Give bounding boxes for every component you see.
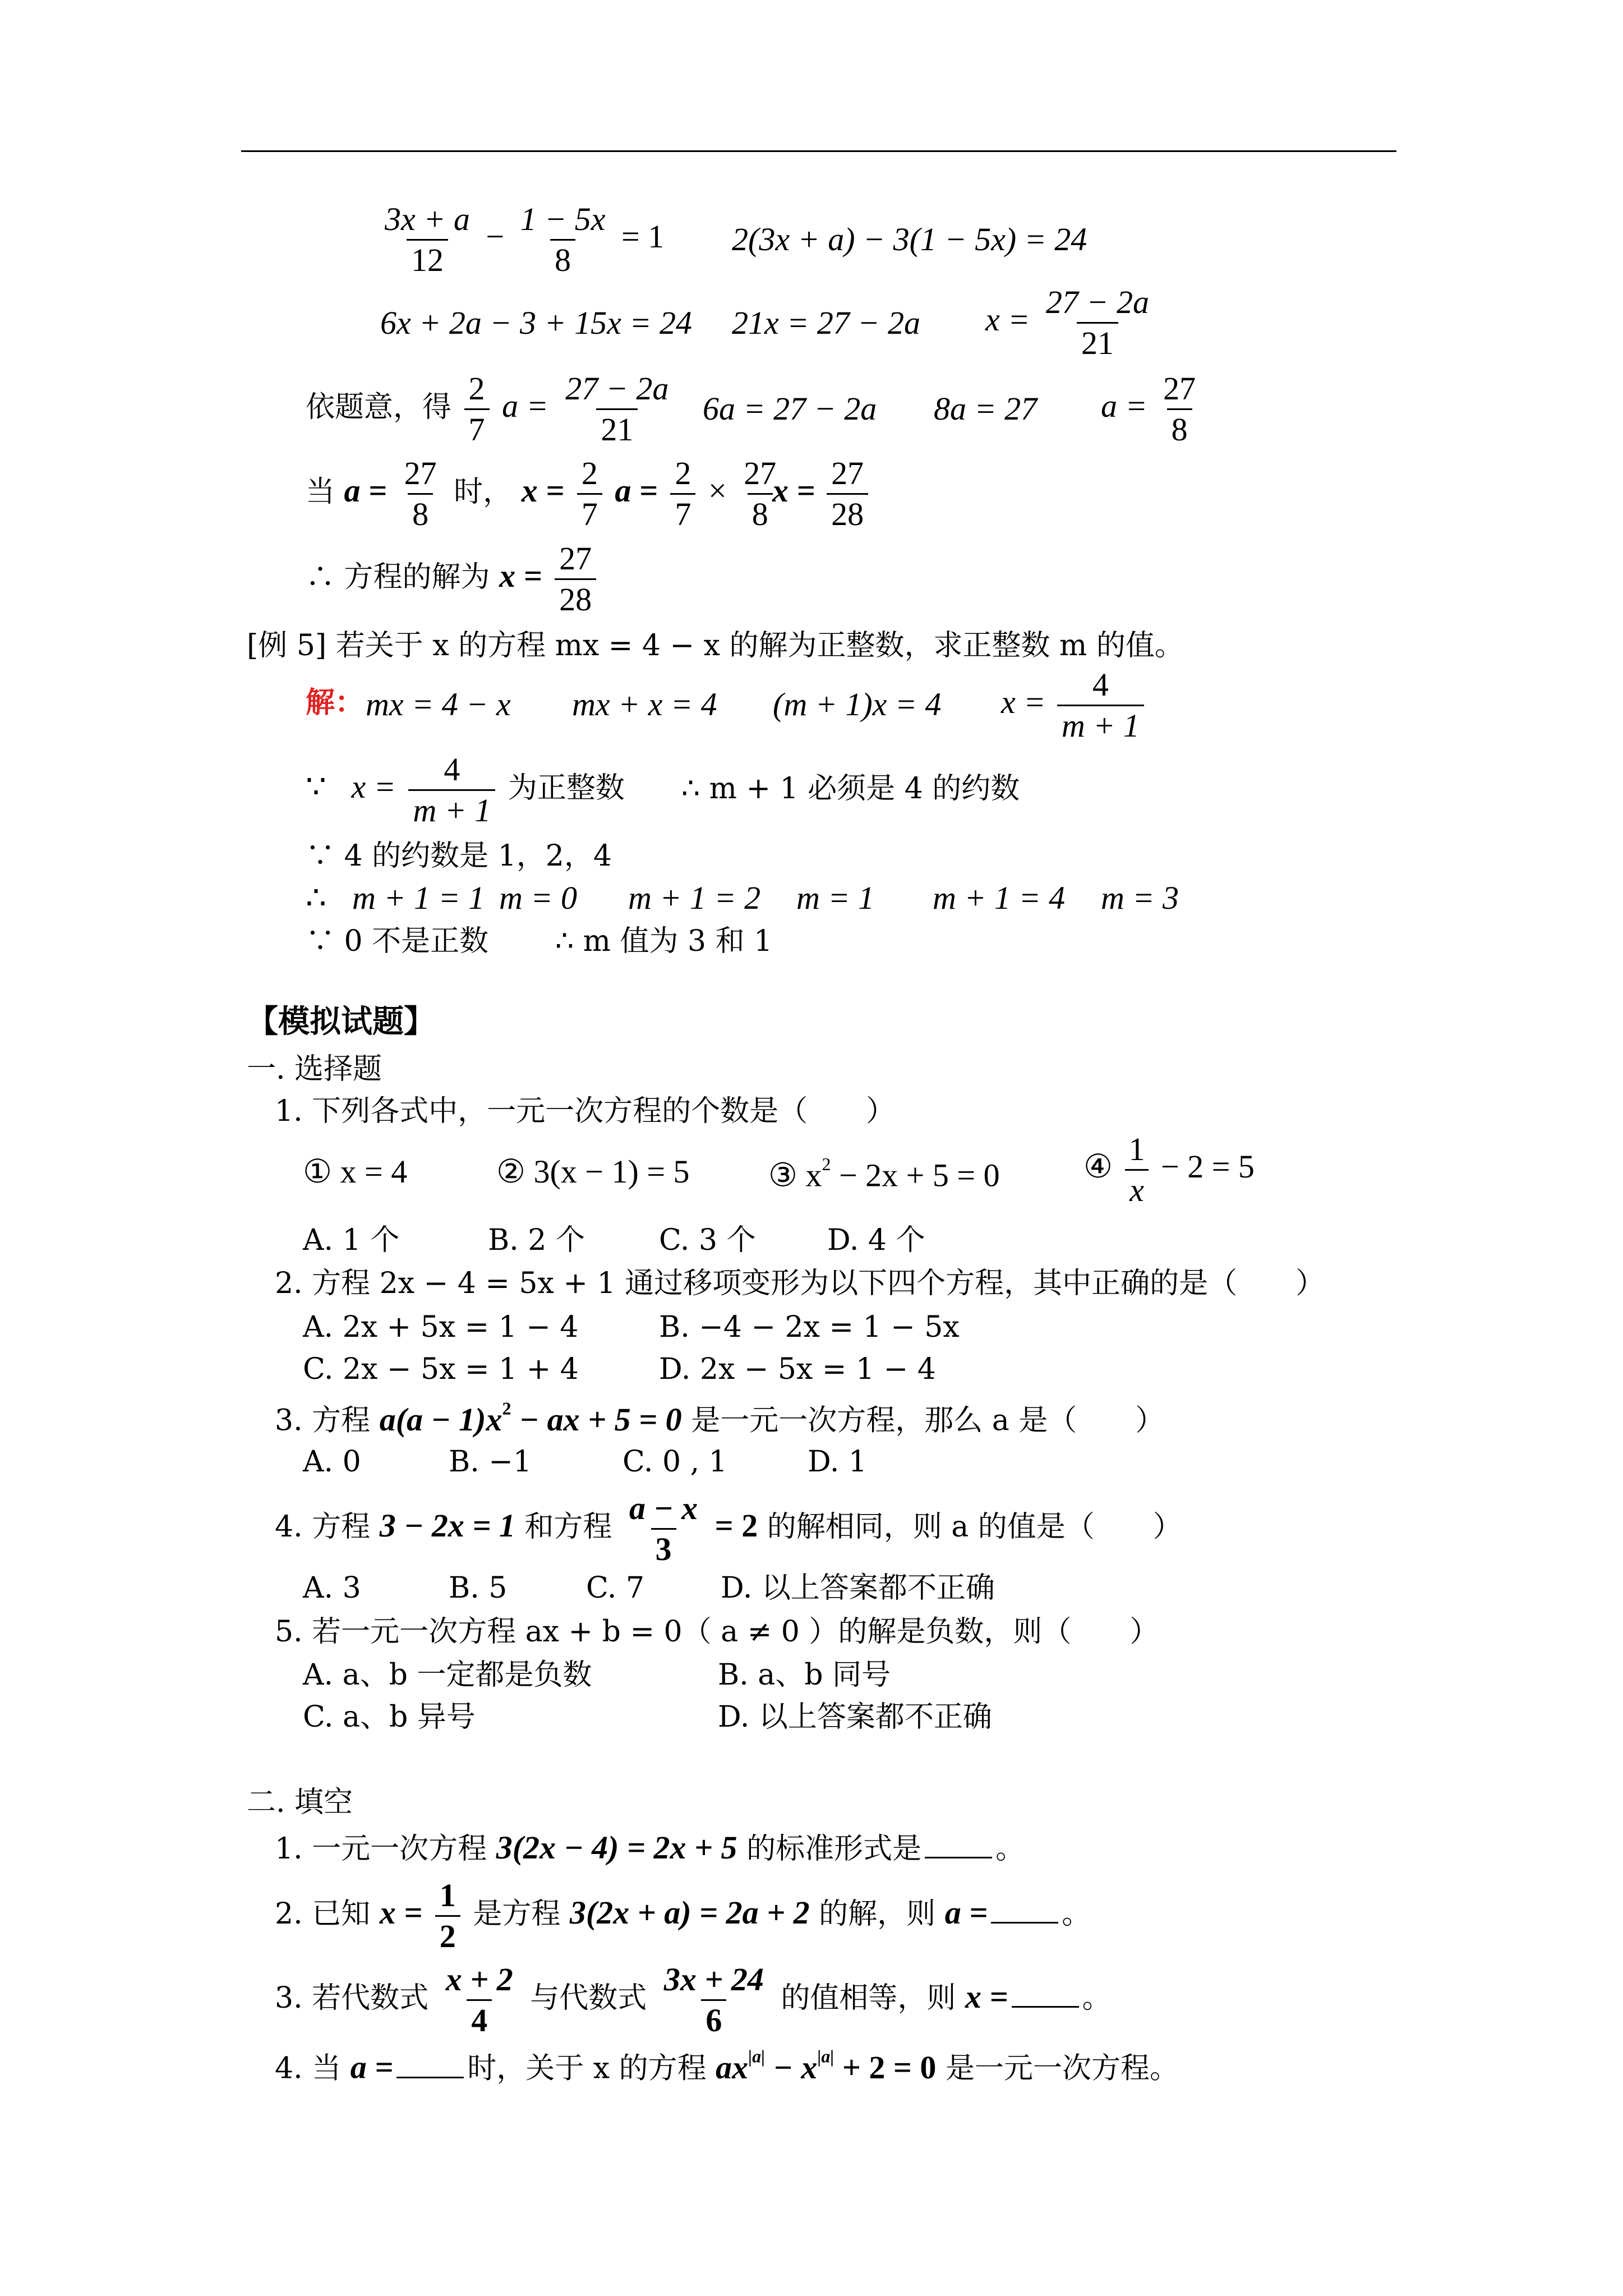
q1-option-3 [768, 1156, 1000, 1192]
body-text: 是一元一次方程，那么 a 是（ ） [691, 1404, 1165, 1438]
q2-answer-d: D. 2x − 5x = 1 − 4 [659, 1352, 936, 1386]
numerator: 27 [831, 455, 864, 491]
body-text: 3. 方程 [275, 1404, 371, 1438]
body-text: 是方程 [473, 1897, 561, 1931]
exponent: |a| [748, 2046, 766, 2066]
body-text: 的解，则 [819, 1897, 936, 1931]
math-text: a = [615, 472, 658, 509]
q4-answer-d: D. 以上答案都不正确 [721, 1571, 995, 1605]
denominator: m + 1 [1057, 705, 1144, 742]
math-text: + 2 = 0 [834, 2049, 937, 2086]
body-text: 为正整数 [508, 771, 625, 805]
numerator: 2 [468, 370, 485, 407]
body-text: ∴ 方程的解为 [306, 560, 490, 594]
math-text: ax [716, 2049, 749, 2086]
math-text: x = [1001, 683, 1046, 720]
sol4-line4 [306, 457, 784, 531]
numerator: a − x [629, 1490, 698, 1526]
fraction [516, 203, 610, 277]
body-text: 依题意，得 [306, 390, 452, 424]
ex5-line4-eq2: m = 0 [499, 880, 578, 916]
fraction [441, 1963, 518, 2037]
denominator: 8 [550, 239, 575, 277]
sol4-line1-eq: 2(3x + a) − 3(1 − 5x) = 24 [732, 221, 1087, 257]
q4-text [275, 1492, 1182, 1566]
fraction [827, 457, 868, 531]
exponent: 2 [502, 1398, 511, 1418]
sol4-line5 [306, 542, 600, 616]
sol4-line3-eq4 [1101, 372, 1204, 446]
math-text: x = [965, 1978, 1008, 2015]
q2-answer-a: A. 2x + 5x = 1 − 4 [303, 1310, 579, 1344]
body-text: 的标准形式是 [746, 1832, 922, 1866]
q2-text: 2. 方程 2x − 4 = 5x + 1 通过移项变形为以下四个方程，其中正确的是（ ） [275, 1267, 1325, 1300]
denominator: 28 [827, 493, 868, 531]
q5-answer-c: C. a、b 异号 [303, 1700, 476, 1734]
ex5-eq4 [1001, 666, 1147, 744]
answer-blank[interactable] [396, 2077, 464, 2078]
ex5-line5a: ∵ 0 不是正数 [306, 924, 489, 958]
q1-answer-c: C. 3 个 [659, 1223, 756, 1257]
denominator: 7 [464, 408, 490, 446]
section-choice: 一. 选择题 [247, 1052, 382, 1086]
q1-text: 1. 下列各式中，一元一次方程的个数是（ ） [275, 1094, 896, 1128]
body-text: 是一元一次方程。 [945, 2051, 1179, 2086]
header-rule [241, 150, 1396, 152]
math-text [716, 2046, 937, 2086]
exponent: |a| [817, 2046, 834, 2066]
q1-answer-d: D. 4 个 [827, 1223, 925, 1257]
denominator: 7 [577, 493, 602, 531]
q1-answer-b: B. 2 个 [488, 1223, 585, 1257]
math-text: ③ x [768, 1157, 822, 1194]
math-text: a = [944, 1894, 988, 1931]
denominator: 21 [596, 408, 638, 446]
q1-option-4 [1083, 1133, 1255, 1207]
ex5-eq1: mx = 4 − x [366, 686, 511, 723]
fraction [400, 457, 441, 531]
numerator: 27 [404, 455, 437, 491]
sol4-line3-eq3: 8a = 27 [934, 390, 1038, 427]
fraction [1124, 1133, 1150, 1207]
solution-label: 解： [306, 685, 365, 720]
fraction [561, 372, 673, 446]
q5-answer-b: B. a、b 同号 [718, 1658, 891, 1692]
denominator: 12 [407, 239, 448, 277]
q5-text: 5. 若一元一次方程 ax + b = 0（ a ≠ 0 ）的解是负数，则（ ） [275, 1615, 1159, 1649]
math-text: a(a − 1)x [379, 1401, 502, 1438]
body-text: 。 [995, 1832, 1025, 1866]
q4-answer-a: A. 3 [303, 1571, 361, 1605]
denominator: 4 [467, 1999, 492, 2037]
fraction [435, 1879, 460, 1953]
denominator: 21 [1077, 322, 1118, 360]
f3-text [275, 1963, 1112, 2037]
denominator: m + 1 [408, 789, 495, 827]
ex5-line4-therefore: ∴ [306, 880, 326, 916]
numerator: x + 2 [445, 1961, 513, 1998]
ex5-eq3: (m + 1)x = 4 [773, 686, 942, 723]
ex5-line4-eq5: m + 1 = 4 [933, 880, 1066, 916]
denominator: 28 [555, 578, 596, 616]
ex5-eq2: mx + x = 4 [572, 686, 717, 723]
q2-answer-b: B. −4 − 2x = 1 − 5x [659, 1310, 960, 1344]
denominator: 3 [651, 1528, 676, 1566]
body-text: 4. 方程 [275, 1510, 371, 1544]
sol4-line3 [306, 372, 676, 446]
numerator: 27 [1163, 370, 1196, 407]
body-text: 。 [1062, 1897, 1091, 1931]
q3-answer-d: D. 1 [808, 1445, 867, 1479]
fraction [1159, 372, 1200, 446]
sol4-line3-eq2: 6a = 27 − 2a [703, 390, 877, 427]
fraction [625, 1492, 702, 1566]
numerator: 3x + a [385, 201, 470, 237]
body-text: 当 [306, 475, 335, 509]
math-text: − x [765, 2049, 818, 2086]
fraction [1041, 286, 1154, 360]
numerator: 3x + 24 [663, 1961, 764, 1998]
body-text: 。 [1082, 1981, 1112, 2015]
body-text: 和方程 [524, 1510, 612, 1544]
mock-header: 【模拟试题】 [247, 1003, 435, 1040]
q3-text [275, 1400, 1164, 1436]
exponent: 2 [822, 1154, 831, 1174]
sol4-line1: $\frac{3x + a}{12}$ − $\frac{1 - 5x}{8}$ = 1 [377, 203, 664, 277]
q4-answer-b: B. 5 [449, 1571, 508, 1605]
numerator: 27 − 2a [565, 370, 669, 407]
body-text: 的值相等，则 [781, 1981, 956, 2015]
ex5-line5b: ∴ m 值为 3 和 1 [555, 924, 773, 958]
sol4-line2-eq3 [985, 286, 1157, 360]
ex5-line4-eq4: m = 1 [796, 880, 875, 916]
math-text [379, 1398, 682, 1438]
math-text: x = [499, 558, 542, 594]
math-text: ④ [1083, 1148, 1113, 1185]
numerator: 2 [581, 455, 598, 491]
denominator: 8 [748, 493, 773, 531]
math-text: 3(2x + a) = 2a + 2 [569, 1894, 810, 1931]
fraction [660, 1963, 768, 2037]
numerator: 1 [1128, 1131, 1145, 1167]
example5-solution-label [306, 685, 365, 720]
body-text: 4. 当 [275, 2051, 342, 2086]
q1-answer-a: A. 1 个 [303, 1223, 400, 1257]
f1-text [275, 1829, 1025, 1866]
sol4-line2-eq2: 21x = 27 − 2a [732, 305, 921, 341]
q5-answer-a: A. a、b 一定都是负数 [303, 1658, 592, 1692]
denominator: 7 [670, 493, 695, 531]
ex5-line4-eq6: m = 3 [1101, 880, 1179, 916]
math-text: a = [344, 472, 388, 509]
numerator: 4 [444, 751, 460, 788]
body-text: 时， [454, 475, 513, 509]
math-text: 3 − 2x = 1 [379, 1507, 515, 1544]
numerator: 27 − 2a [1045, 284, 1150, 320]
fraction [464, 372, 490, 446]
body-text: 1. 一元一次方程 [275, 1832, 487, 1866]
sol4-line2-eq1: 6x + 2a − 3 + 15x = 24 [380, 305, 693, 341]
denominator: x [1125, 1169, 1149, 1207]
math-text: a = [1101, 387, 1147, 424]
answer-blank[interactable] [991, 1922, 1058, 1924]
fraction [408, 753, 495, 827]
fraction [1057, 666, 1144, 744]
q1-option-2: ② 3(x − 1) = 5 [496, 1153, 690, 1190]
body-text: 2. 已知 [275, 1897, 371, 1931]
because-sign: ∵ [306, 769, 326, 805]
math-text: 3(2x − 4) = 2x + 5 [496, 1829, 737, 1866]
f2-text [275, 1879, 1091, 1953]
math-text: x = [985, 301, 1030, 338]
f4-text [275, 2047, 1179, 2084]
math-text: − 2x + 5 = 0 [831, 1157, 1000, 1194]
body-text: 3. 若代数式 [275, 1981, 429, 2015]
numerator: 4 [1092, 666, 1109, 703]
fraction [555, 542, 596, 616]
math-text: − 2 = 5 [1161, 1148, 1255, 1185]
numerator: 27 [559, 540, 592, 577]
numerator: 2 [675, 455, 691, 491]
answer-blank[interactable] [1012, 2006, 1079, 2008]
denominator: 2 [435, 1915, 460, 1953]
math-text: x = [351, 769, 396, 805]
math-text: a = [502, 388, 548, 424]
fraction [670, 457, 695, 531]
section-fill: 二. 填空 [247, 1786, 353, 1819]
ex5-line4-eq3: m + 1 = 2 [628, 880, 761, 916]
math-text: − ax + 5 = 0 [511, 1401, 682, 1438]
ex5-line4-eq1: m + 1 = 1 [352, 880, 485, 916]
math-text: a = [350, 2049, 394, 2086]
math-text: x = [772, 472, 815, 509]
numerator: 27 [744, 455, 777, 491]
q3-answer-b: B. −1 [449, 1445, 532, 1479]
q3-answer-a: A. 0 [303, 1445, 361, 1479]
ex5-line2-therefore: ∴ m + 1 必须是 4 的约数 [681, 772, 1020, 806]
answer-blank[interactable] [925, 1857, 992, 1858]
math-text: x = [379, 1894, 423, 1931]
equation-part: = 1 [621, 218, 665, 255]
body-text: 时，关于 x 的方程 [467, 2051, 707, 2086]
q1-option-1: ① x = 4 [303, 1153, 408, 1190]
body-text: 与代数式 [530, 1981, 647, 2015]
denominator: 8 [1167, 408, 1192, 446]
q4-answer-c: C. 7 [586, 1571, 645, 1605]
sol4-line4-eq2 [772, 457, 872, 531]
math-text: x = [521, 472, 565, 509]
fraction [577, 457, 602, 531]
denominator: 6 [701, 1999, 726, 2037]
times-sign: × [708, 472, 727, 509]
q5-answer-d: D. 以上答案都不正确 [718, 1700, 992, 1734]
fraction [380, 203, 474, 277]
ex5-line2 [306, 753, 625, 827]
example5-title: [例 5] 若关于 x 的方程 mx = 4 − x 的解为正整数，求正整数 m 的值。 [247, 629, 1184, 662]
denominator: 8 [408, 493, 433, 531]
numerator: 1 [439, 1877, 456, 1913]
body-text: 的解相同，则 a 的值是（ ） [767, 1510, 1182, 1544]
numerator: 1 − 5x [520, 201, 606, 237]
math-text: = 2 [714, 1507, 758, 1544]
q2-answer-c: C. 2x − 5x = 1 + 4 [303, 1352, 579, 1386]
q3-answer-c: C. 0 , 1 [623, 1445, 727, 1479]
ex5-line3: ∵ 4 的约数是 1，2，4 [306, 839, 612, 873]
